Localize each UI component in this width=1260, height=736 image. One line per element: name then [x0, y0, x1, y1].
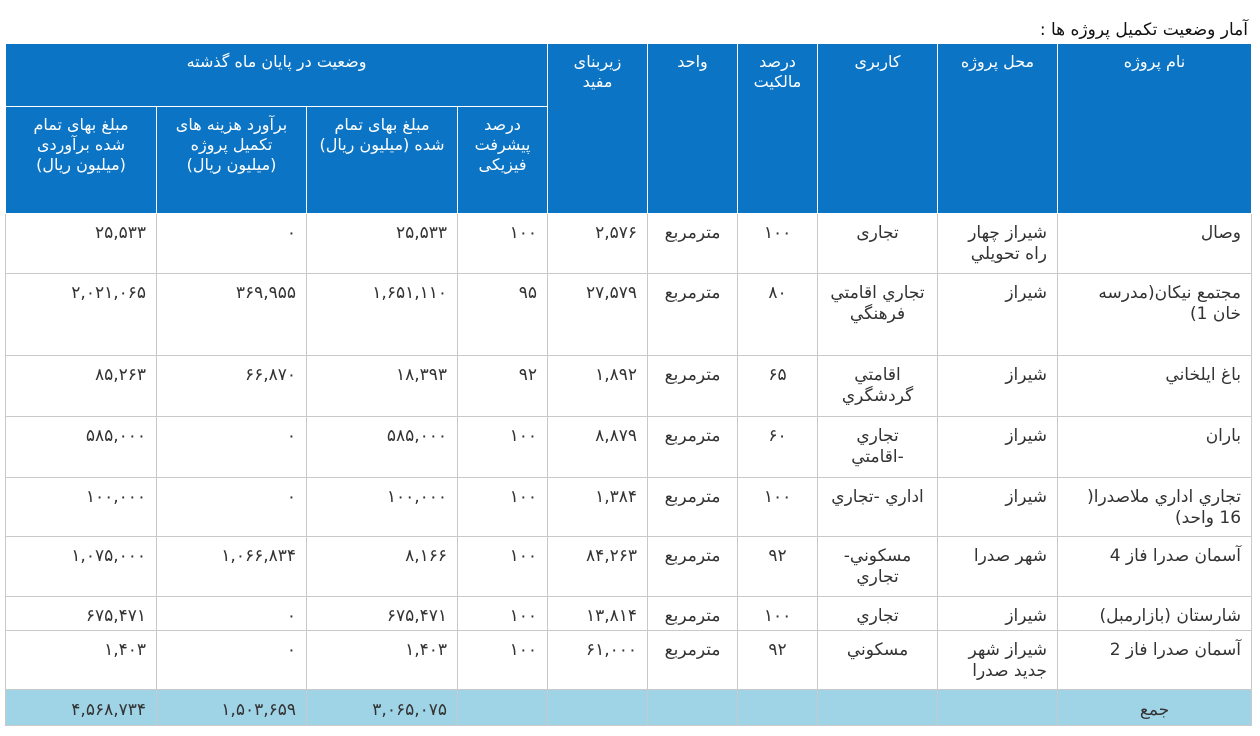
- area-cell: ۱,۸۹۲: [548, 356, 648, 417]
- total-estimated-cell: ۴,۵۶۸,۷۳۴: [6, 690, 157, 726]
- completed-cell: ۱۰۰,۰۰۰: [307, 478, 458, 537]
- completed-cell: ۶۷۵,۴۷۱: [307, 597, 458, 631]
- table-row: [6, 478, 1252, 537]
- area-cell: ۶۱,۰۰۰: [548, 631, 648, 690]
- progress-cell: ۱۰۰: [458, 417, 548, 478]
- table-row: [6, 631, 1252, 690]
- ownership-cell: ۹۲: [738, 631, 818, 690]
- header-estimated-total: مبلغ بهای تمام شده برآوردی (میلیون ریال): [6, 107, 157, 214]
- unit-cell: مترمربع: [648, 274, 738, 356]
- total-row: [6, 690, 1252, 726]
- estimate-cell: ۰: [157, 631, 307, 690]
- location-cell: شيراز: [938, 478, 1058, 537]
- total-estimate-cell: ۱,۵۰۳,۶۵۹: [157, 690, 307, 726]
- estimate-cell: ۶۶,۸۷۰: [157, 356, 307, 417]
- completed-cell: ۱,۴۰۳: [307, 631, 458, 690]
- header-completed-amount: مبلغ بهای تمام شده (میلیون ریال): [307, 107, 458, 214]
- estimate-cell: ۰: [157, 214, 307, 274]
- location-cell: شيراز شهر جديد صدرا: [938, 631, 1058, 690]
- table-row: [6, 417, 1252, 478]
- ownership-cell: ۶۵: [738, 356, 818, 417]
- location-cell: شيراز: [938, 274, 1058, 356]
- location-cell: شيراز: [938, 356, 1058, 417]
- progress-cell: ۱۰۰: [458, 478, 548, 537]
- header-area: زیربنای مفید: [548, 44, 648, 214]
- table-row: [6, 356, 1252, 417]
- usage-cell: اقامتي گردشگري: [818, 356, 938, 417]
- project-status-table: [5, 43, 1252, 726]
- project-name-cell: وصال: [1058, 214, 1252, 274]
- header-completion-estimate: برآورد هزینه های تکمیل پروژه (میلیون ریال): [157, 107, 307, 214]
- completed-cell: ۲۵,۵۳۳: [307, 214, 458, 274]
- total-cell: ۱,۴۰۳: [6, 631, 157, 690]
- progress-cell: ۱۰۰: [458, 631, 548, 690]
- total-label-cell: جمع: [1058, 690, 1252, 726]
- completed-cell: ۸,۱۶۶: [307, 537, 458, 597]
- total-cell: ۲,۰۲۱,۰۶۵: [6, 274, 157, 356]
- table-caption: آمار وضعیت تکمیل پروژه ها :: [1039, 20, 1248, 40]
- usage-cell: مسكوني: [818, 631, 938, 690]
- ownership-cell: ۱۰۰: [738, 214, 818, 274]
- progress-cell: ۹۲: [458, 356, 548, 417]
- unit-cell: مترمربع: [648, 537, 738, 597]
- table-row: [6, 597, 1252, 631]
- total-cell: ۱,۰۷۵,۰۰۰: [6, 537, 157, 597]
- total-cell: ۵۸۵,۰۰۰: [6, 417, 157, 478]
- project-name-cell: آسمان صدرا فاز 2: [1058, 631, 1252, 690]
- estimate-cell: ۱,۰۶۶,۸۳۴: [157, 537, 307, 597]
- unit-cell: مترمربع: [648, 356, 738, 417]
- area-cell: ۸,۸۷۹: [548, 417, 648, 478]
- header-ownership: درصد مالکیت: [738, 44, 818, 214]
- project-name-cell: مجتمع نيکان(مدرسه خان 1): [1058, 274, 1252, 356]
- progress-cell: ۹۵: [458, 274, 548, 356]
- empty-cell: [818, 690, 938, 726]
- location-cell: شیراز چهار راه تحویلي: [938, 214, 1058, 274]
- progress-cell: ۱۰۰: [458, 214, 548, 274]
- unit-cell: مترمربع: [648, 597, 738, 631]
- header-project-name: نام پروژه: [1058, 44, 1252, 214]
- header-status-group: وضعیت در پایان ماه گذشته: [6, 44, 548, 107]
- table-row: [6, 214, 1252, 274]
- usage-cell: تجاري: [818, 597, 938, 631]
- header-unit: واحد: [648, 44, 738, 214]
- header-location: محل پروژه: [938, 44, 1058, 214]
- location-cell: شيراز: [938, 597, 1058, 631]
- area-cell: ۱,۳۸۴: [548, 478, 648, 537]
- usage-cell: مسكوني- تجاري: [818, 537, 938, 597]
- usage-cell: اداري -تجاري: [818, 478, 938, 537]
- project-name-cell: باران: [1058, 417, 1252, 478]
- location-cell: شيراز: [938, 417, 1058, 478]
- location-cell: شهر صدرا: [938, 537, 1058, 597]
- total-completed-cell: ۳,۰۶۵,۰۷۵: [307, 690, 458, 726]
- project-name-cell: تجاري اداري ملاصدرا( 16 واحد): [1058, 478, 1252, 537]
- ownership-cell: ۱۰۰: [738, 478, 818, 537]
- total-cell: ۱۰۰,۰۰۰: [6, 478, 157, 537]
- usage-cell: تجاری: [818, 214, 938, 274]
- empty-cell: [648, 690, 738, 726]
- unit-cell: مترمربع: [648, 214, 738, 274]
- total-cell: ۶۷۵,۴۷۱: [6, 597, 157, 631]
- estimate-cell: ۰: [157, 417, 307, 478]
- empty-cell: [938, 690, 1058, 726]
- estimate-cell: ۰: [157, 478, 307, 537]
- estimate-cell: ۳۶۹,۹۵۵: [157, 274, 307, 356]
- empty-cell: [738, 690, 818, 726]
- ownership-cell: ۱۰۰: [738, 597, 818, 631]
- unit-cell: مترمربع: [648, 631, 738, 690]
- area-cell: ۱۳,۸۱۴: [548, 597, 648, 631]
- project-name-cell: باغ ايلخاني: [1058, 356, 1252, 417]
- area-cell: ۸۴,۲۶۳: [548, 537, 648, 597]
- header-usage: کاربری: [818, 44, 938, 214]
- unit-cell: مترمربع: [648, 417, 738, 478]
- progress-cell: ۱۰۰: [458, 537, 548, 597]
- ownership-cell: ۶۰: [738, 417, 818, 478]
- project-name-cell: شارستان (بازارمبل): [1058, 597, 1252, 631]
- header-progress: درصد پیشرفت فیزیکی: [458, 107, 548, 214]
- completed-cell: ۵۸۵,۰۰۰: [307, 417, 458, 478]
- total-cell: ۸۵,۲۶۳: [6, 356, 157, 417]
- table-row: [6, 274, 1252, 356]
- usage-cell: تجاري -اقامتي: [818, 417, 938, 478]
- usage-cell: تجاري اقامتي فرهنگي: [818, 274, 938, 356]
- progress-cell: ۱۰۰: [458, 597, 548, 631]
- ownership-cell: ۹۲: [738, 537, 818, 597]
- ownership-cell: ۸۰: [738, 274, 818, 356]
- completed-cell: ۱,۶۵۱,۱۱۰: [307, 274, 458, 356]
- estimate-cell: ۰: [157, 597, 307, 631]
- total-cell: ۲۵,۵۳۳: [6, 214, 157, 274]
- empty-cell: [458, 690, 548, 726]
- project-name-cell: آسمان صدرا فاز 4: [1058, 537, 1252, 597]
- table-row: [6, 537, 1252, 597]
- area-cell: ۲۷,۵۷۹: [548, 274, 648, 356]
- area-cell: ۲,۵۷۶: [548, 214, 648, 274]
- completed-cell: ۱۸,۳۹۳: [307, 356, 458, 417]
- unit-cell: مترمربع: [648, 478, 738, 537]
- empty-cell: [548, 690, 648, 726]
